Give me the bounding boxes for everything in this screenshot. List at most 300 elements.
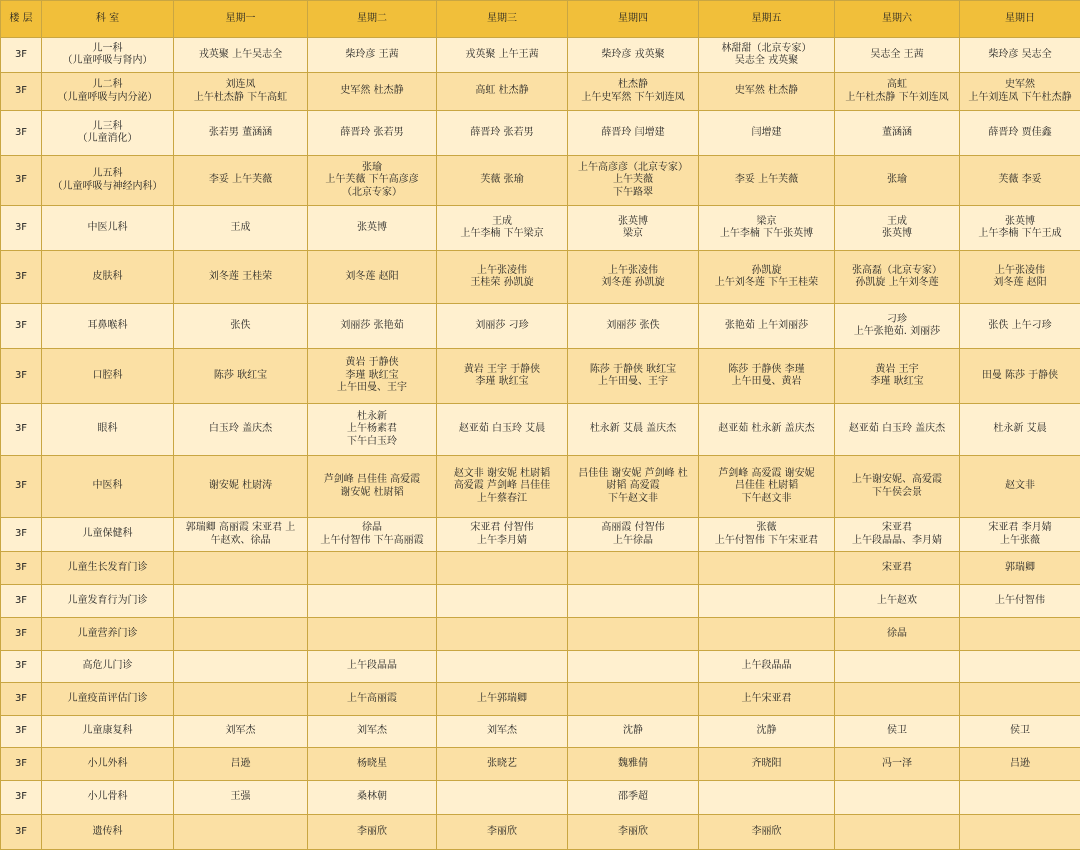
doctor-line: 杜永新 艾晨 — [962, 423, 1078, 436]
schedule-cell — [568, 552, 699, 585]
doctor-line: 上午李楠 下午王成 — [962, 228, 1078, 241]
doctor-line: 李妥 上午芙薇 — [701, 174, 832, 187]
department-cell — [42, 456, 174, 518]
department-cell — [42, 781, 174, 815]
floor-cell: 3F — [1, 618, 42, 651]
floor-cell: 3F — [1, 748, 42, 781]
schedule-cell — [699, 683, 835, 716]
schedule-cell — [174, 404, 308, 456]
schedule-cell — [960, 651, 1080, 683]
doctor-line: 张英博 — [837, 228, 957, 241]
doctor-line: 芦剑峰 吕佳佳 高爱霞 — [310, 474, 434, 487]
doctor-line: 上午段晶晶 — [310, 660, 434, 673]
doctor-line: 刁珍 — [837, 314, 957, 327]
schedule-row — [1, 518, 1080, 552]
schedule-cell — [308, 38, 437, 73]
schedule-row — [1, 456, 1080, 518]
floor-cell: 3F — [1, 781, 42, 815]
doctor-line: 王成 — [439, 216, 565, 229]
doctor-line: 芙薇 张瑜 — [439, 174, 565, 187]
doctor-line: 上午赵欢 — [837, 595, 957, 608]
schedule-cell — [174, 716, 308, 748]
doctor-line: 薛晋玲 张若男 — [439, 127, 565, 140]
department-cell — [42, 618, 174, 651]
header-saturday: 星期六 — [835, 1, 960, 38]
doctor-line: 赵亚茹 白玉玲 盖庆杰 — [837, 423, 957, 436]
schedule-cell — [835, 518, 960, 552]
schedule-cell — [308, 456, 437, 518]
floor-cell: 3F — [1, 716, 42, 748]
doctor-line: 刘冬莲 赵阳 — [962, 277, 1078, 290]
schedule-cell — [174, 206, 308, 251]
department-name-line: 皮肤科 — [44, 271, 171, 284]
doctor-line: 张薇 — [701, 522, 832, 535]
department-name-line: 眼科 — [44, 423, 171, 436]
doctor-line: 上午芙薇 — [570, 174, 696, 187]
schedule-row — [1, 618, 1080, 651]
schedule-cell — [960, 73, 1080, 111]
doctor-line: 陈莎 于静侠 耿红宝 — [570, 364, 696, 377]
doctor-line: 赵亚茹 白玉玲 艾晨 — [439, 423, 565, 436]
department-cell — [42, 585, 174, 618]
header-department: 科 室 — [42, 1, 174, 38]
doctor-line: 芙薇 李妥 — [962, 174, 1078, 187]
schedule-cell — [437, 748, 568, 781]
doctor-line: 赵文非 谢安妮 杜尉韬 — [439, 468, 565, 481]
department-name-line: 遗传科 — [44, 826, 171, 839]
department-cell — [42, 651, 174, 683]
doctor-line: 上午李楠 下午梁京 — [439, 228, 565, 241]
department-name-line: 高危儿门诊 — [44, 660, 171, 673]
schedule-cell — [308, 156, 437, 206]
schedule-cell — [835, 73, 960, 111]
schedule-cell — [835, 716, 960, 748]
schedule-cell — [835, 38, 960, 73]
schedule-cell — [437, 716, 568, 748]
doctor-line: 史军然 — [962, 79, 1078, 92]
schedule-row — [1, 748, 1080, 781]
schedule-cell — [699, 518, 835, 552]
schedule-cell — [835, 618, 960, 651]
doctor-line: 上午段晶晶 — [701, 660, 832, 673]
doctor-line: 柴玲彦 吴志全 — [962, 49, 1078, 62]
schedule-cell — [437, 456, 568, 518]
doctor-line: 张英博 — [570, 216, 696, 229]
schedule-row — [1, 716, 1080, 748]
doctor-line: 白玉玲 盖庆杰 — [176, 423, 305, 436]
schedule-cell — [699, 552, 835, 585]
schedule-cell — [699, 156, 835, 206]
department-cell — [42, 73, 174, 111]
doctor-line: 王成 — [837, 216, 957, 229]
doctor-line: 上午高丽霞 — [310, 693, 434, 706]
floor-cell: 3F — [1, 585, 42, 618]
doctor-line: 杜永新 艾晨 盖庆杰 — [570, 423, 696, 436]
doctor-line: 上午杜杰静 下午高虹 — [176, 92, 305, 105]
schedule-cell — [437, 156, 568, 206]
schedule-cell — [960, 518, 1080, 552]
doctor-line: 孙凯旋 — [701, 265, 832, 278]
doctor-line: 侯卫 — [837, 725, 957, 738]
schedule-row — [1, 156, 1080, 206]
schedule-cell — [437, 304, 568, 349]
doctor-line: 闫增建 — [701, 127, 832, 140]
schedule-cell — [699, 651, 835, 683]
doctor-line: 刘冬莲 赵阳 — [310, 271, 434, 284]
schedule-cell — [699, 349, 835, 404]
floor-cell: 3F — [1, 552, 42, 585]
schedule-cell — [699, 781, 835, 815]
doctor-line: 刘丽莎 张艳茹 — [310, 320, 434, 333]
schedule-cell — [308, 552, 437, 585]
schedule-cell — [699, 73, 835, 111]
doctor-line: 张高磊（北京专家） — [837, 265, 957, 278]
doctor-line: 张艳茹 上午刘丽莎 — [701, 320, 832, 333]
schedule-cell — [568, 716, 699, 748]
department-cell — [42, 304, 174, 349]
schedule-cell — [308, 304, 437, 349]
doctor-line: 上午郭瑞卿 — [439, 693, 565, 706]
doctor-line: 上午刘连凤 下午杜杰静 — [962, 92, 1078, 105]
doctor-line: 李瑾 耿红宝 — [439, 376, 565, 389]
floor-cell: 3F — [1, 38, 42, 73]
doctor-line: 黄岩 于静侠 — [310, 357, 434, 370]
schedule-cell — [174, 349, 308, 404]
schedule-cell — [568, 111, 699, 156]
header-friday: 星期五 — [699, 1, 835, 38]
schedule-cell — [174, 73, 308, 111]
schedule-cell — [308, 651, 437, 683]
doctor-line: 刘军杰 — [176, 725, 305, 738]
floor-cell: 3F — [1, 815, 42, 850]
department-name-line: 儿童保健科 — [44, 528, 171, 541]
doctor-line: 戎英聚 上午吴志全 — [176, 49, 305, 62]
doctor-line: 芦剑峰 高爱霞 谢安妮 — [701, 468, 832, 481]
schedule-cell — [960, 585, 1080, 618]
schedule-cell — [960, 781, 1080, 815]
schedule-cell — [308, 683, 437, 716]
doctor-line: 杜杰静 — [570, 79, 696, 92]
floor-cell: 3F — [1, 304, 42, 349]
schedule-cell — [308, 781, 437, 815]
department-name-line: 儿一科 — [44, 43, 171, 56]
schedule-cell — [568, 404, 699, 456]
doctor-line: 梁京 — [701, 216, 832, 229]
department-cell — [42, 111, 174, 156]
schedule-cell — [437, 651, 568, 683]
doctor-line: 张瑜 — [310, 162, 434, 175]
doctor-line: 张英博 — [962, 216, 1078, 229]
doctor-line: 李丽欣 — [310, 826, 434, 839]
floor-cell: 3F — [1, 349, 42, 404]
doctor-line: 下午白玉玲 — [310, 436, 434, 449]
schedule-cell — [568, 73, 699, 111]
department-name-line: 儿二科 — [44, 79, 171, 92]
schedule-cell — [960, 716, 1080, 748]
doctor-line: 上午张凌伟 — [570, 265, 696, 278]
schedule-cell — [699, 618, 835, 651]
doctor-line: 上午李月婧 — [439, 535, 565, 548]
department-cell — [42, 349, 174, 404]
header-monday: 星期一 — [174, 1, 308, 38]
schedule-cell — [835, 815, 960, 850]
schedule-cell — [699, 38, 835, 73]
schedule-cell — [835, 651, 960, 683]
department-cell — [42, 552, 174, 585]
doctor-line: 上午张艳茹. 刘丽莎 — [837, 326, 957, 339]
department-name-line: （儿童呼吸与内分泌） — [44, 92, 171, 105]
schedule-cell — [960, 156, 1080, 206]
doctor-line: 孙凯旋 上午刘冬莲 — [837, 277, 957, 290]
doctor-line: 刘连凤 — [176, 79, 305, 92]
doctor-line: 赵亚茹 杜永新 盖庆杰 — [701, 423, 832, 436]
doctor-line: 下午侯会景 — [837, 487, 957, 500]
header-wednesday: 星期三 — [437, 1, 568, 38]
doctor-line: 上午徐晶 — [570, 535, 696, 548]
floor-cell: 3F — [1, 683, 42, 716]
floor-cell: 3F — [1, 651, 42, 683]
schedule-row — [1, 552, 1080, 585]
schedule-row — [1, 651, 1080, 683]
schedule-cell — [568, 156, 699, 206]
schedule-cell — [437, 683, 568, 716]
doctor-line: 刘丽莎 刁珍 — [439, 320, 565, 333]
schedule-row — [1, 206, 1080, 251]
doctor-line: 上午张凌伟 — [439, 265, 565, 278]
doctor-line: 上午付智伟 — [962, 595, 1078, 608]
doctor-line: 梁京 — [570, 228, 696, 241]
schedule-cell — [568, 251, 699, 304]
schedule-cell — [568, 815, 699, 850]
doctor-line: 高爱霞 芦剑峰 吕佳佳 — [439, 480, 565, 493]
schedule-cell — [960, 38, 1080, 73]
schedule-cell — [835, 748, 960, 781]
schedule-cell — [699, 206, 835, 251]
doctor-line: 黄岩 王宇 于静侠 — [439, 364, 565, 377]
schedule-cell — [699, 815, 835, 850]
schedule-cell — [437, 518, 568, 552]
schedule-cell — [437, 251, 568, 304]
doctor-line: 史军然 杜杰静 — [310, 85, 434, 98]
department-cell — [42, 38, 174, 73]
schedule-cell — [437, 585, 568, 618]
doctor-line: 李瑾 耿红宝 — [837, 376, 957, 389]
schedule-cell — [308, 815, 437, 850]
schedule-cell — [437, 111, 568, 156]
schedule-cell — [174, 456, 308, 518]
doctor-line: 杨晓星 — [310, 758, 434, 771]
doctor-line: 吕逊 — [176, 758, 305, 771]
schedule-cell — [568, 683, 699, 716]
doctor-line: 沈静 — [701, 725, 832, 738]
floor-cell: 3F — [1, 404, 42, 456]
doctor-line: 田曼 陈莎 于静侠 — [962, 370, 1078, 383]
doctor-line: 上午张薇 — [962, 535, 1078, 548]
header-sunday: 星期日 — [960, 1, 1080, 38]
doctor-line: 上午李楠 下午张英博 — [701, 228, 832, 241]
schedule-cell — [174, 683, 308, 716]
schedule-row — [1, 349, 1080, 404]
schedule-cell — [437, 38, 568, 73]
floor-cell: 3F — [1, 111, 42, 156]
doctor-line: 上午杜杰静 下午刘连凤 — [837, 92, 957, 105]
doctor-line: 徐晶 — [310, 522, 434, 535]
doctor-line: 林甜甜（北京专家） — [701, 43, 832, 56]
schedule-cell — [174, 518, 308, 552]
doctor-line: 桑林朝 — [310, 791, 434, 804]
doctor-line: 张若男 董涵涵 — [176, 127, 305, 140]
schedule-cell — [699, 716, 835, 748]
schedule-cell — [960, 683, 1080, 716]
doctor-line: 刘军杰 — [439, 725, 565, 738]
floor-cell: 3F — [1, 156, 42, 206]
schedule-cell — [960, 618, 1080, 651]
schedule-cell — [568, 651, 699, 683]
doctor-line: 宋亚君 付智伟 — [439, 522, 565, 535]
schedule-cell — [437, 781, 568, 815]
schedule-cell — [699, 456, 835, 518]
doctor-line: 王强 — [176, 791, 305, 804]
schedule-cell — [699, 304, 835, 349]
doctor-line: 上午田曼、王宇 — [310, 382, 434, 395]
schedule-cell — [960, 349, 1080, 404]
doctor-line: 上午宋亚君 — [701, 693, 832, 706]
doctor-line: 上午张凌伟 — [962, 265, 1078, 278]
doctor-line: 郭瑞卿 高丽霞 宋亚君 上 — [176, 522, 305, 535]
doctor-line: 郭瑞卿 — [962, 562, 1078, 575]
schedule-cell — [437, 73, 568, 111]
doctor-line: 薛晋玲 张若男 — [310, 127, 434, 140]
schedule-cell — [835, 111, 960, 156]
schedule-cell — [835, 683, 960, 716]
schedule-cell — [835, 404, 960, 456]
department-name-line: 儿童发育行为门诊 — [44, 595, 171, 608]
schedule-cell — [960, 304, 1080, 349]
schedule-cell — [174, 618, 308, 651]
department-name-line: 儿三科 — [44, 121, 171, 134]
department-name-line: 儿童疫苗评估门诊 — [44, 693, 171, 706]
schedule-cell — [960, 456, 1080, 518]
doctor-line: 董涵涵 — [837, 127, 957, 140]
department-name-line: 小儿骨科 — [44, 791, 171, 804]
doctor-line: 徐晶 — [837, 628, 957, 641]
doctor-line: 吕佳佳 谢安妮 芦剑峰 杜 — [570, 468, 696, 481]
schedule-cell — [699, 251, 835, 304]
doctor-line: 高丽霞 付智伟 — [570, 522, 696, 535]
schedule-cell — [835, 206, 960, 251]
schedule-cell — [835, 304, 960, 349]
department-cell — [42, 206, 174, 251]
doctor-line: 谢安妮 杜尉韬 — [310, 487, 434, 500]
doctor-line: 吴志全 戎英聚 — [701, 55, 832, 68]
doctor-line: 下午赵文非 — [570, 493, 696, 506]
doctor-line: 刘军杰 — [310, 725, 434, 738]
doctor-line: 宋亚君 — [837, 562, 957, 575]
department-cell — [42, 748, 174, 781]
doctor-line: 柴玲彦 王茜 — [310, 49, 434, 62]
schedule-cell — [308, 349, 437, 404]
schedule-cell — [437, 618, 568, 651]
doctor-line: 谢安妮 杜尉涛 — [176, 480, 305, 493]
schedule-row — [1, 111, 1080, 156]
doctor-line: 上午杨素君 — [310, 423, 434, 436]
doctor-line: 张佚 — [176, 320, 305, 333]
schedule-row — [1, 38, 1080, 73]
doctor-line: 李丽欣 — [570, 826, 696, 839]
department-name-line: 口腔科 — [44, 370, 171, 383]
schedule-cell — [568, 38, 699, 73]
schedule-cell — [174, 748, 308, 781]
floor-cell: 3F — [1, 251, 42, 304]
schedule-cell — [174, 111, 308, 156]
doctor-line: 杜永新 — [310, 411, 434, 424]
doctor-line: 张晓艺 — [439, 758, 565, 771]
doctor-line: 黄岩 王宇 — [837, 364, 957, 377]
doctor-line: 吴志全 王茜 — [837, 49, 957, 62]
schedule-cell — [174, 585, 308, 618]
department-cell — [42, 251, 174, 304]
schedule-cell — [308, 206, 437, 251]
schedule-cell — [174, 156, 308, 206]
schedule-cell — [568, 349, 699, 404]
schedule-cell — [568, 304, 699, 349]
doctor-line: 陈莎 于静侠 李瑾 — [701, 364, 832, 377]
doctor-line: 上午付智伟 下午高丽霞 — [310, 535, 434, 548]
doctor-line: 尉韬 高爱霞 — [570, 480, 696, 493]
doctor-line: 吕佳佳 杜尉韬 — [701, 480, 832, 493]
schedule-cell — [960, 552, 1080, 585]
doctor-line: 下午路翠 — [570, 187, 696, 200]
schedule-cell — [437, 349, 568, 404]
doctor-line: 赵文非 — [962, 480, 1078, 493]
doctor-line: 侯卫 — [962, 725, 1078, 738]
department-cell — [42, 815, 174, 850]
department-cell — [42, 404, 174, 456]
department-name-line: 耳鼻喉科 — [44, 320, 171, 333]
schedule-row — [1, 404, 1080, 456]
schedule-body — [1, 38, 1080, 850]
doctor-line: 上午段晶晶、李月婧 — [837, 535, 957, 548]
doctor-line: 张瑜 — [837, 174, 957, 187]
doctor-line: 下午赵文非 — [701, 493, 832, 506]
schedule-cell — [568, 585, 699, 618]
schedule-cell — [174, 781, 308, 815]
schedule-row — [1, 73, 1080, 111]
department-cell — [42, 518, 174, 552]
doctor-line: 李瑾 耿红宝 — [310, 370, 434, 383]
schedule-cell — [835, 585, 960, 618]
schedule-cell — [960, 111, 1080, 156]
doctor-line: 冯一泽 — [837, 758, 957, 771]
doctor-line: 上午芙薇 下午高彦彦 — [310, 174, 434, 187]
schedule-cell — [174, 651, 308, 683]
department-cell — [42, 683, 174, 716]
schedule-cell — [835, 552, 960, 585]
schedule-cell — [437, 404, 568, 456]
department-name-line: 小儿外科 — [44, 758, 171, 771]
doctor-line: 上午田曼、黄岩 — [701, 376, 832, 389]
department-name-line: 儿童生长发育门诊 — [44, 562, 171, 575]
doctor-line: 张佚 上午刁珍 — [962, 320, 1078, 333]
schedule-cell — [174, 304, 308, 349]
schedule-cell — [568, 456, 699, 518]
department-cell — [42, 156, 174, 206]
schedule-cell — [835, 456, 960, 518]
department-name-line: （儿童消化） — [44, 133, 171, 146]
schedule-cell — [568, 618, 699, 651]
doctor-line: 高虹 — [837, 79, 957, 92]
schedule-cell — [174, 251, 308, 304]
